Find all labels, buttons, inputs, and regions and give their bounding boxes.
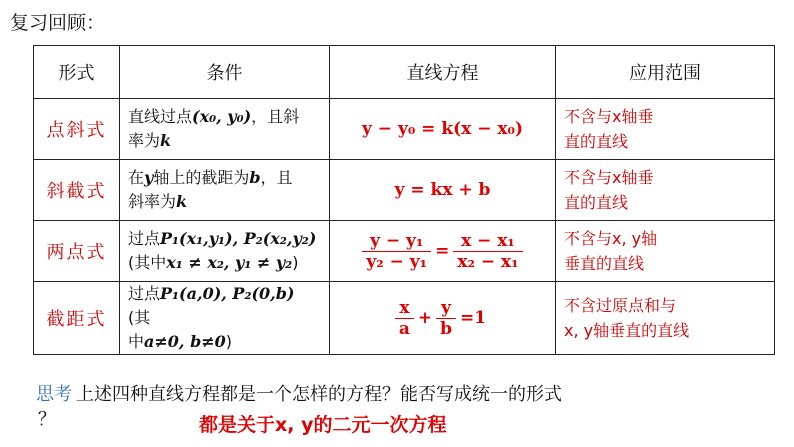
condition-text: 率为 (128, 131, 161, 150)
scope-cell (556, 221, 775, 282)
scope-text: x, y轴垂直的直线 (564, 321, 690, 340)
condition-math: P₁(x₁,y₁), P₂(x₂,y₂) (160, 229, 317, 248)
table-row (34, 221, 775, 282)
header-equation: 直线方程 (330, 46, 556, 99)
fraction-numerator: x (395, 298, 414, 319)
fraction-rhs (453, 231, 522, 272)
condition-text: 中 (128, 332, 145, 351)
header-row (34, 46, 775, 99)
fraction-denominator: b (440, 318, 453, 339)
table-row (34, 282, 775, 355)
condition-cell (120, 160, 330, 221)
fraction-y-over-b (436, 298, 456, 339)
condition-text: ) (225, 332, 233, 351)
condition-text: 斜率为 (128, 192, 177, 211)
condition-cell (120, 282, 330, 355)
think-question-mark: ？ (38, 409, 56, 430)
condition-math: y (144, 168, 154, 187)
condition-text: 直线过点 (128, 107, 193, 126)
think-text: 上述四种直线方程都是一个怎样的方程？能否写成统一的形式 (76, 384, 562, 405)
scope-cell (556, 160, 775, 221)
header-form: 形式 (34, 46, 120, 99)
scope-text: 不含与x, y轴 (564, 229, 658, 248)
fraction-numerator: x − x₁ (453, 231, 522, 252)
condition-text: ，且斜 (251, 107, 300, 126)
fraction-denominator: x₂ − x₁ (457, 251, 519, 272)
condition-text: (其 (128, 308, 151, 327)
fraction-lhs (362, 231, 431, 272)
fraction-numerator: y − y₁ (362, 231, 431, 252)
scope-text: 不含与x轴垂 (564, 107, 654, 126)
form-name: 斜截式 (34, 160, 120, 221)
equals-one: =1 (460, 308, 487, 328)
fraction-denominator: a (398, 318, 410, 339)
condition-text: (其中 (128, 253, 167, 272)
condition-text: 过点 (128, 229, 161, 248)
condition-math: k (176, 192, 188, 211)
condition-math: (x₀, y₀) (192, 107, 252, 126)
scope-text: 不含过原点和与 (564, 296, 677, 315)
equation-cell (330, 160, 556, 221)
form-name: 两点式 (34, 221, 120, 282)
think-question (36, 380, 562, 406)
condition-math: a≠0, b≠0 (144, 332, 226, 351)
table-row (34, 160, 775, 221)
scope-cell (556, 99, 775, 160)
condition-math: x₁ ≠ x₂, y₁ ≠ y₂ (166, 253, 293, 272)
condition-math: k (160, 131, 172, 150)
equation-cell (330, 282, 556, 355)
plus-sign: + (417, 308, 433, 328)
answer-text: 都是关于x, y的二元一次方程 (199, 414, 447, 436)
equals-sign: = (435, 241, 450, 261)
fraction-numerator: y (436, 298, 456, 319)
scope-text: 直的直线 (564, 193, 629, 212)
condition-text: 过点 (128, 284, 161, 303)
scope-text: 不含与x轴垂 (564, 168, 654, 187)
condition-text: ) (292, 253, 299, 272)
scope-cell (556, 282, 775, 355)
equation-cell (330, 221, 556, 282)
condition-math: P₁(a,0), P₂(0,b) (160, 284, 295, 303)
condition-text: ，且 (260, 168, 293, 187)
condition-text: 轴上的截距为 (153, 168, 250, 187)
header-condition: 条件 (120, 46, 330, 99)
form-name: 点斜式 (34, 99, 120, 160)
fraction-denominator: y₂ − y₁ (366, 251, 428, 272)
page-title: 复习回顾： (10, 12, 106, 34)
condition-cell (120, 99, 330, 160)
scope-text: 垂直的直线 (564, 254, 645, 273)
table-row (34, 99, 775, 160)
condition-cell (120, 221, 330, 282)
equation: y − y₀ = k(x − x₀) (361, 119, 524, 139)
header-scope: 应用范围 (556, 46, 775, 99)
equation-cell (330, 99, 556, 160)
equation: y = kx + b (394, 180, 491, 200)
think-label: 思考 (36, 384, 72, 405)
condition-text: 在 (128, 168, 145, 187)
scope-text: 直的直线 (564, 132, 629, 151)
review-table (33, 45, 775, 355)
form-name: 截距式 (34, 282, 120, 355)
condition-math: b (249, 168, 261, 187)
fraction-x-over-a (395, 298, 414, 339)
